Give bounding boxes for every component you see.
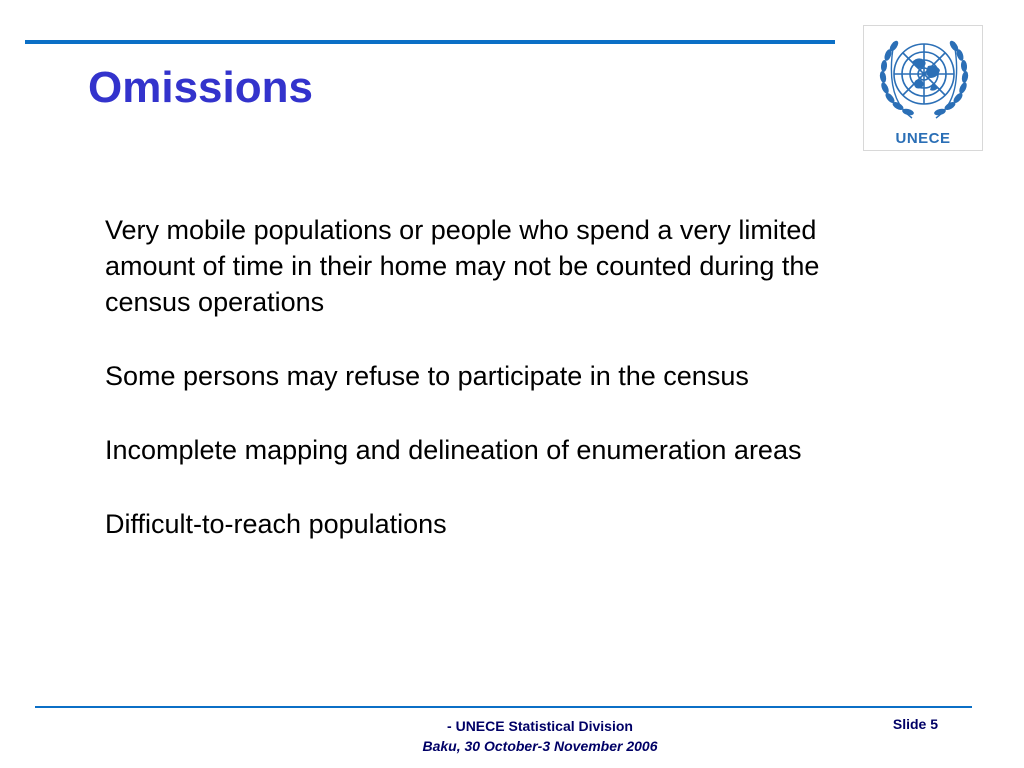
footer-org: - UNECE Statistical Division xyxy=(447,718,633,734)
bullet-item: Very mobile populations or people who spend a very limited amount of time in their home may not be counted during the census operations xyxy=(105,215,820,317)
unece-logo xyxy=(863,25,983,151)
footer xyxy=(340,716,740,756)
footer-event: Baku, 30 October-3 November 2006 xyxy=(422,738,658,754)
un-emblem-icon xyxy=(872,28,976,128)
bottom-divider xyxy=(35,706,972,708)
bullet-item: Some persons may refuse to participate in the census xyxy=(105,361,749,391)
bullet-item: Incomplete mapping and delineation of enumeration areas xyxy=(105,435,802,465)
slide-number: Slide 5 xyxy=(892,716,938,732)
top-divider xyxy=(25,40,835,44)
slide-title: Omissions xyxy=(88,63,313,112)
logo-text: UNECE xyxy=(895,130,951,147)
bullet-item: Difficult-to-reach populations xyxy=(105,509,447,539)
bullet-list xyxy=(105,212,865,580)
